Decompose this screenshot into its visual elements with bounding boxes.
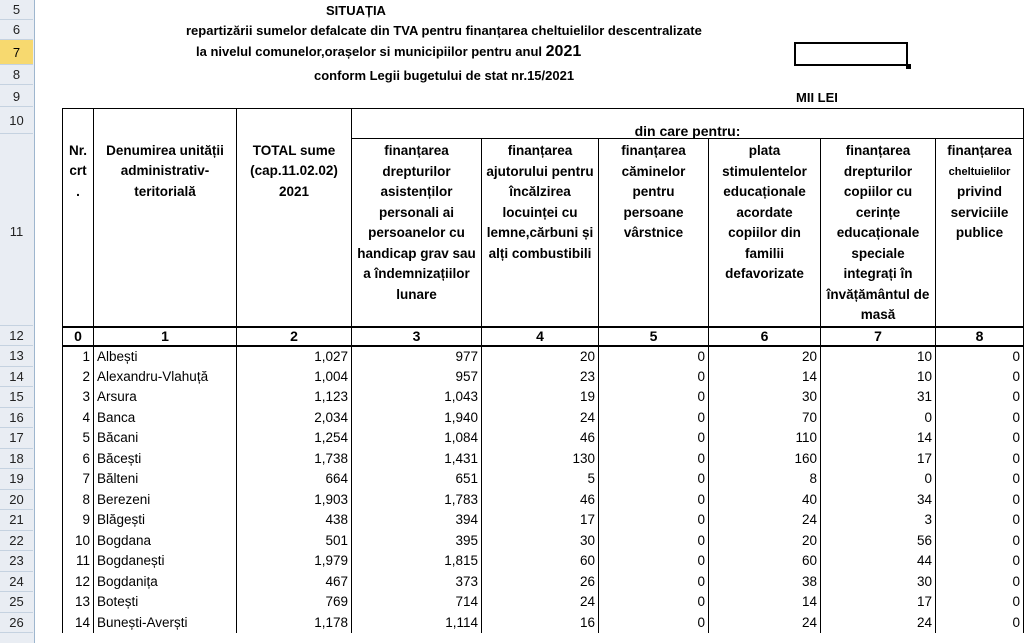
cell-c2[interactable]: 769 xyxy=(237,592,352,613)
cell-c7[interactable]: 56 xyxy=(821,530,936,551)
table-row xyxy=(63,346,1024,367)
cell-c3[interactable]: 977 xyxy=(352,346,482,367)
cell-name[interactable]: Bunești-Averști xyxy=(94,612,237,633)
cell-c7[interactable]: 34 xyxy=(821,489,936,510)
row-number[interactable]: 24 xyxy=(0,572,33,593)
cell-c5[interactable]: 0 xyxy=(599,407,709,428)
cell-c7[interactable]: 10 xyxy=(821,366,936,387)
cell-c8[interactable]: 0 xyxy=(936,407,1024,428)
cell-c8[interactable]: 0 xyxy=(936,592,1024,613)
cell-c8[interactable]: 0 xyxy=(936,510,1024,531)
cell-c8[interactable]: 0 xyxy=(936,612,1024,633)
header-denumirea: Denumirea unității administrativ-teritorială xyxy=(94,139,237,327)
cell-nr[interactable]: 14 xyxy=(63,612,94,633)
cell-c8[interactable]: 0 xyxy=(936,448,1024,469)
row-number[interactable]: 13 xyxy=(0,346,33,367)
column-number-4: 4 xyxy=(482,327,599,346)
header-col8-line1: finanțarea xyxy=(947,143,1012,158)
table-row xyxy=(63,366,1024,387)
table-row xyxy=(63,428,1024,449)
column-number-row xyxy=(63,327,1024,346)
header-col7: finanțarea drepturilor copiilor cu cerințe educaționale speciale integrați în învățământul de masă xyxy=(821,139,936,327)
cell-c3[interactable]: 1,431 xyxy=(352,448,482,469)
cell-c8[interactable]: 0 xyxy=(936,366,1024,387)
cell-nr[interactable]: 9 xyxy=(63,510,94,531)
cell-c6[interactable]: 24 xyxy=(709,612,821,633)
selected-cell[interactable] xyxy=(794,42,908,66)
cell-c6[interactable]: 38 xyxy=(709,571,821,592)
cell-c5[interactable]: 0 xyxy=(599,489,709,510)
cell-c3[interactable]: 1,114 xyxy=(352,612,482,633)
cell-name[interactable]: Blăgești xyxy=(94,510,237,531)
row-number[interactable]: 23 xyxy=(0,551,33,572)
title-nivel xyxy=(196,43,581,61)
column-number-6: 6 xyxy=(709,327,821,346)
cell-c6[interactable]: 60 xyxy=(709,551,821,572)
cell-c5[interactable]: 0 xyxy=(599,448,709,469)
cell-c3[interactable]: 1,783 xyxy=(352,489,482,510)
cell-name[interactable]: Berezeni xyxy=(94,489,237,510)
cell-name[interactable]: Alexandru-Vlahuță xyxy=(94,366,237,387)
cell-c5[interactable]: 0 xyxy=(599,387,709,408)
row-number[interactable]: 5 xyxy=(0,0,33,20)
cell-c2[interactable]: 1,027 xyxy=(237,346,352,367)
cell-c2[interactable]: 438 xyxy=(237,510,352,531)
cell-c7[interactable]: 30 xyxy=(821,571,936,592)
cell-c7[interactable]: 10 xyxy=(821,346,936,367)
table-row xyxy=(63,489,1024,510)
row-number[interactable]: 11 xyxy=(0,138,33,326)
column-number-8: 8 xyxy=(936,327,1024,346)
cell-c7[interactable]: 0 xyxy=(821,407,936,428)
cell-c4[interactable]: 46 xyxy=(482,428,599,449)
header-blank-0 xyxy=(63,109,94,139)
cell-c3[interactable]: 1,043 xyxy=(352,387,482,408)
cell-c3[interactable]: 714 xyxy=(352,592,482,613)
cell-nr[interactable]: 12 xyxy=(63,571,94,592)
column-number-7: 7 xyxy=(821,327,936,346)
title-lege: conform Legii bugetului de stat nr.15/2021 xyxy=(314,68,575,83)
cell-nr[interactable]: 4 xyxy=(63,407,94,428)
table-row xyxy=(63,387,1024,408)
header-blank-1 xyxy=(94,109,237,139)
cell-c4[interactable]: 24 xyxy=(482,592,599,613)
cell-c2[interactable]: 1,979 xyxy=(237,551,352,572)
table-row xyxy=(63,571,1024,592)
header-col8-line3: privind serviciile publice xyxy=(950,184,1009,240)
cell-name[interactable]: Bălteni xyxy=(94,469,237,490)
cell-c2[interactable]: 1,178 xyxy=(237,612,352,633)
cell-c8[interactable]: 0 xyxy=(936,346,1024,367)
cell-c4[interactable]: 5 xyxy=(482,469,599,490)
cell-c6[interactable]: 40 xyxy=(709,489,821,510)
cell-c7[interactable]: 17 xyxy=(821,448,936,469)
row-number[interactable]: 20 xyxy=(0,490,33,511)
cell-c3[interactable]: 395 xyxy=(352,530,482,551)
fill-handle[interactable] xyxy=(906,64,911,69)
row-number[interactable]: 21 xyxy=(0,510,33,531)
cell-nr[interactable]: 7 xyxy=(63,469,94,490)
cell-name[interactable]: Băcești xyxy=(94,448,237,469)
header-col3: finanțarea drepturilor asistenților personali ai persoanelor cu handicap grav sau a îndemnizațiilor lunare xyxy=(352,139,482,327)
row-number[interactable]: 25 xyxy=(0,592,33,613)
cell-c3[interactable]: 373 xyxy=(352,571,482,592)
cell-c6[interactable]: 8 xyxy=(709,469,821,490)
cell-c2[interactable]: 1,123 xyxy=(237,387,352,408)
cell-c2[interactable]: 1,254 xyxy=(237,428,352,449)
cell-name[interactable]: Bogdana xyxy=(94,530,237,551)
cell-name[interactable]: Botești xyxy=(94,592,237,613)
table-row xyxy=(63,448,1024,469)
row-number[interactable]: 8 xyxy=(0,65,33,85)
cell-c6[interactable]: 160 xyxy=(709,448,821,469)
cell-nr[interactable]: 2 xyxy=(63,366,94,387)
cell-c2[interactable]: 1,004 xyxy=(237,366,352,387)
cell-nr[interactable]: 3 xyxy=(63,387,94,408)
cell-nr[interactable]: 13 xyxy=(63,592,94,613)
cell-c4[interactable]: 26 xyxy=(482,571,599,592)
cell-c7[interactable]: 24 xyxy=(821,612,936,633)
data-table xyxy=(62,108,1024,633)
cell-name[interactable]: Bogdanești xyxy=(94,551,237,572)
cell-c5[interactable]: 0 xyxy=(599,592,709,613)
cell-c6[interactable]: 24 xyxy=(709,510,821,531)
cell-name[interactable]: Arsura xyxy=(94,387,237,408)
cell-c3[interactable]: 957 xyxy=(352,366,482,387)
cell-c6[interactable]: 70 xyxy=(709,407,821,428)
cell-c6[interactable]: 110 xyxy=(709,428,821,449)
cell-c2[interactable]: 467 xyxy=(237,571,352,592)
cell-c7[interactable]: 31 xyxy=(821,387,936,408)
row-number[interactable]: 22 xyxy=(0,531,33,552)
cell-c5[interactable]: 0 xyxy=(599,469,709,490)
header-blank-2 xyxy=(237,109,352,139)
row-number[interactable]: 15 xyxy=(0,387,33,408)
cell-c5[interactable]: 0 xyxy=(599,366,709,387)
header-col4: finanțarea ajutorului pentru încălzirea locuinței cu lemne,cărbuni și alți combustibili xyxy=(482,139,599,327)
row-number[interactable]: 9 xyxy=(0,87,33,107)
row-header-gutter xyxy=(0,0,35,643)
cell-c6[interactable]: 20 xyxy=(709,530,821,551)
cell-name[interactable]: Băcani xyxy=(94,428,237,449)
cell-nr[interactable]: 11 xyxy=(63,551,94,572)
table-row xyxy=(63,551,1024,572)
header-din-care: din care pentru: xyxy=(352,109,1024,139)
cell-c3[interactable]: 651 xyxy=(352,469,482,490)
title-repartizarii: repartizării sumelor defalcate din TVA pentru finanțarea cheltuielilor descentralizate xyxy=(186,23,702,38)
cell-c6[interactable]: 20 xyxy=(709,346,821,367)
cell-c8[interactable]: 0 xyxy=(936,387,1024,408)
cell-c4[interactable]: 20 xyxy=(482,346,599,367)
cell-c2[interactable]: 1,738 xyxy=(237,448,352,469)
table-row xyxy=(63,469,1024,490)
cell-c3[interactable]: 1,084 xyxy=(352,428,482,449)
table-row xyxy=(63,510,1024,531)
column-number-0: 0 xyxy=(63,327,94,346)
cell-c4[interactable]: 30 xyxy=(482,530,599,551)
row-number[interactable]: 17 xyxy=(0,428,33,449)
row-number[interactable]: 10 xyxy=(0,108,33,134)
cell-c4[interactable]: 17 xyxy=(482,510,599,531)
cell-c4[interactable]: 60 xyxy=(482,551,599,572)
cell-c5[interactable]: 0 xyxy=(599,510,709,531)
cell-c5[interactable]: 0 xyxy=(599,551,709,572)
cell-c7[interactable]: 14 xyxy=(821,428,936,449)
header-col8-line2: cheltuielilor xyxy=(948,165,1011,178)
cell-c5[interactable]: 0 xyxy=(599,530,709,551)
row-number[interactable]: 16 xyxy=(0,408,33,429)
column-number-5: 5 xyxy=(599,327,709,346)
cell-c2[interactable]: 664 xyxy=(237,469,352,490)
worksheet-grid xyxy=(34,0,1024,643)
column-number-2: 2 xyxy=(237,327,352,346)
cell-c4[interactable]: 16 xyxy=(482,612,599,633)
cell-c8[interactable]: 0 xyxy=(936,551,1024,572)
cell-c2[interactable]: 2,034 xyxy=(237,407,352,428)
title-nivel-text: la nivelul comunelor,orașelor si municipiilor pentru anul xyxy=(196,44,543,59)
cell-c8[interactable]: 0 xyxy=(936,428,1024,449)
cell-name[interactable]: Bogdanița xyxy=(94,571,237,592)
column-number-1: 1 xyxy=(94,327,237,346)
row-number[interactable]: 14 xyxy=(0,367,33,388)
cell-nr[interactable]: 6 xyxy=(63,448,94,469)
row-number[interactable]: 18 xyxy=(0,449,33,470)
header-col5: finanțarea căminelor pentru persoane vârstnice xyxy=(599,139,709,327)
header-col6: plata stimulentelor educaționale acordate copiilor din familii defavorizate xyxy=(709,139,821,327)
header-nr-crt: Nr. crt . xyxy=(63,139,94,327)
table-row xyxy=(63,612,1024,633)
cell-c7[interactable]: 0 xyxy=(821,469,936,490)
row-number[interactable]: 19 xyxy=(0,469,33,490)
cell-nr[interactable]: 8 xyxy=(63,489,94,510)
cell-c2[interactable]: 501 xyxy=(237,530,352,551)
unit-label: MII LEI xyxy=(796,90,838,105)
cell-c5[interactable]: 0 xyxy=(599,428,709,449)
cell-c6[interactable]: 14 xyxy=(709,592,821,613)
table-row xyxy=(63,530,1024,551)
cell-c5[interactable]: 0 xyxy=(599,346,709,367)
cell-c8[interactable]: 0 xyxy=(936,489,1024,510)
cell-c4[interactable]: 130 xyxy=(482,448,599,469)
cell-nr[interactable]: 10 xyxy=(63,530,94,551)
cell-c4[interactable]: 23 xyxy=(482,366,599,387)
row-number[interactable]: 12 xyxy=(0,326,33,346)
cell-c8[interactable]: 0 xyxy=(936,571,1024,592)
cell-c3[interactable]: 1,815 xyxy=(352,551,482,572)
table-body xyxy=(63,346,1024,633)
cell-c2[interactable]: 1,903 xyxy=(237,489,352,510)
row-number[interactable]: 6 xyxy=(0,20,33,40)
cell-c3[interactable]: 1,940 xyxy=(352,407,482,428)
cell-c8[interactable]: 0 xyxy=(936,469,1024,490)
cell-nr[interactable]: 5 xyxy=(63,428,94,449)
cell-c7[interactable]: 44 xyxy=(821,551,936,572)
cell-c7[interactable]: 3 xyxy=(821,510,936,531)
cell-c3[interactable]: 394 xyxy=(352,510,482,531)
table-row xyxy=(63,407,1024,428)
cell-c5[interactable]: 0 xyxy=(599,612,709,633)
cell-name[interactable]: Albești xyxy=(94,346,237,367)
header-col8 xyxy=(936,139,1024,327)
cell-c5[interactable]: 0 xyxy=(599,571,709,592)
cell-name[interactable]: Banca xyxy=(94,407,237,428)
title-situatia: SITUAȚIA xyxy=(326,3,386,18)
title-year: 2021 xyxy=(545,43,582,60)
cell-c4[interactable]: 46 xyxy=(482,489,599,510)
cell-nr[interactable]: 1 xyxy=(63,346,94,367)
table-row xyxy=(63,592,1024,613)
row-number[interactable]: 26 xyxy=(0,613,33,634)
row-number[interactable]: 7 xyxy=(0,40,33,65)
cell-c6[interactable]: 30 xyxy=(709,387,821,408)
header-total: TOTAL sume (cap.11.02.02) 2021 xyxy=(237,139,352,327)
cell-c7[interactable]: 17 xyxy=(821,592,936,613)
cell-c4[interactable]: 19 xyxy=(482,387,599,408)
cell-c4[interactable]: 24 xyxy=(482,407,599,428)
cell-c8[interactable]: 0 xyxy=(936,530,1024,551)
cell-c6[interactable]: 14 xyxy=(709,366,821,387)
column-number-3: 3 xyxy=(352,327,482,346)
